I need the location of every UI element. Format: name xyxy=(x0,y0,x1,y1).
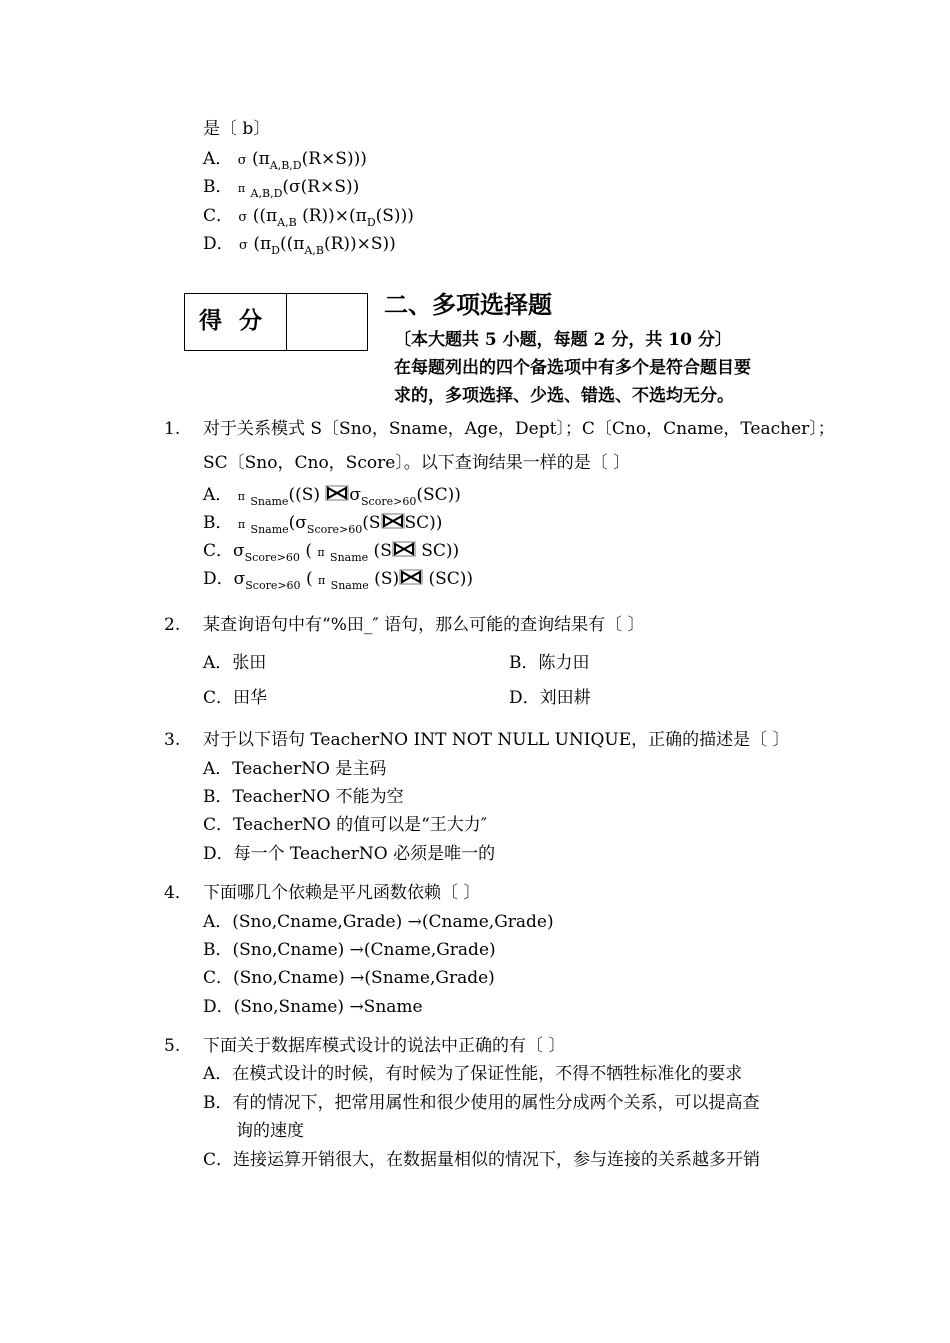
question-number: 3. xyxy=(164,730,181,750)
q5-stem: 下面关于数据库模式设计的说法中正确的有〔 〕 xyxy=(203,1036,566,1056)
pi-symbol: π xyxy=(237,182,246,195)
option-label: B． xyxy=(203,177,233,197)
section-title: 二、多项选择题 xyxy=(384,290,552,319)
q1-stem-line1: 对于关系模式 S〔Sno，Sname，Age，Dept〕；C〔Cno，Cname，Teacher〕； xyxy=(203,419,835,439)
score-box xyxy=(184,293,368,351)
q4-option-b: B．(Sno,Cname) →(Cname,Grade) xyxy=(203,940,496,960)
question-number: 5. xyxy=(164,1036,181,1056)
question-number: 2. xyxy=(164,615,181,635)
q3-option-d: D．每一个 TeacherNO 必须是唯一的 xyxy=(203,844,496,864)
section-note-1: 〔本大题共 5 小题，每题 2 分，共 10 分〕 xyxy=(394,330,732,350)
score-label: 得分 xyxy=(199,307,279,334)
prev-option-d: D． σ $(\pi_D((\pi_{A,B}(R))\times S))$ xyxy=(203,234,396,257)
q1-option-d: D．$\sigma_{Score>60}$ ( π $_{Sname}$ (S) (SC)) xyxy=(203,569,474,592)
q3-option-c: C．TeacherNO 的值可以是“王大力″ xyxy=(203,815,488,835)
q3-stem: 对于以下语句 TeacherNO INT NOT NULL UNIQUE，正确的描述是〔 〕 xyxy=(203,730,790,750)
option-label: C． xyxy=(203,206,234,226)
q2-option-d: D．刘田耕 xyxy=(509,688,591,708)
q3-option-a: A．TeacherNO 是主码 xyxy=(203,759,387,779)
q4-option-a: A．(Sno,Cname,Grade) →(Cname,Grade) xyxy=(203,912,554,932)
q2-stem: 某查询语句中有“%田_″ 语句，那么可能的查询结果有〔 〕 xyxy=(203,615,645,635)
q1-option-a: A． π $_{Sname}$((S) $\sigma_{Score>60}(SC)$) xyxy=(203,485,461,508)
prev-option-b: B． π $_{A,B,D}$(σ(R×S)) xyxy=(203,177,360,200)
q5-option-b-line2: 询的速度 xyxy=(236,1121,304,1141)
q4-option-d: D．(Sno,Sname) →Sname xyxy=(203,997,423,1017)
q2-option-b: B．陈力田 xyxy=(509,653,590,673)
option-label: A． xyxy=(203,149,233,169)
prev-option-c: C． σ (($\pi_{A,B}$ $(R))\times(\pi_D(S))$) xyxy=(203,206,414,229)
q2-option-a: A．张田 xyxy=(203,653,267,673)
q4-option-c: C．(Sno,Cname) →(Sname,Grade) xyxy=(203,968,495,988)
sigma-symbol: σ xyxy=(237,153,247,168)
natural-join-icon xyxy=(381,513,405,529)
q3-option-b: B．TeacherNO 不能为空 xyxy=(203,787,404,807)
q4-stem: 下面哪几个依赖是平凡函数依赖〔 〕 xyxy=(203,883,481,903)
score-box-divider xyxy=(286,294,287,350)
q1-option-b: B． π $_{Sname}(\sigma_{Score>60}(S$ SC)) xyxy=(203,513,443,536)
prev-question-stem: 是〔 b〕 xyxy=(203,119,271,139)
natural-join-icon xyxy=(325,485,349,501)
question-number: 4． xyxy=(164,883,192,903)
q5-option-c: C．连接运算开销很大，在数据量相似的情况下，参与连接的关系越多开销 xyxy=(203,1150,761,1170)
q5-option-b-line1: B．有的情况下，把常用属性和很少使用的属性分成两个关系，可以提高查 xyxy=(203,1093,760,1113)
section-note-3: 求的，多项选择、少选、错选、不选均无分。 xyxy=(394,386,734,406)
q1-stem-line2: SC〔Sno，Cno，Score〕。以下查询结果一样的是〔 〕 xyxy=(203,453,631,473)
section-note-2: 在每题列出的四个备选项中有多个是符合题目要 xyxy=(394,358,751,378)
option-label: D． xyxy=(203,234,234,254)
natural-join-icon xyxy=(399,569,423,585)
question-number: 1. xyxy=(164,419,181,439)
natural-join-icon xyxy=(392,541,416,557)
q1-option-c: C．$\sigma_{Score>60}$ ( π $_{Sname}$ (S SC)) xyxy=(203,541,460,564)
q2-option-c: C．田华 xyxy=(203,688,268,708)
prev-option-a: A． σ $(\pi_{A,B,D}(R\times S))$) xyxy=(203,149,367,172)
q5-option-a: A．在模式设计的时候，有时候为了保证性能，不得不牺牲标准化的要求 xyxy=(203,1064,743,1084)
